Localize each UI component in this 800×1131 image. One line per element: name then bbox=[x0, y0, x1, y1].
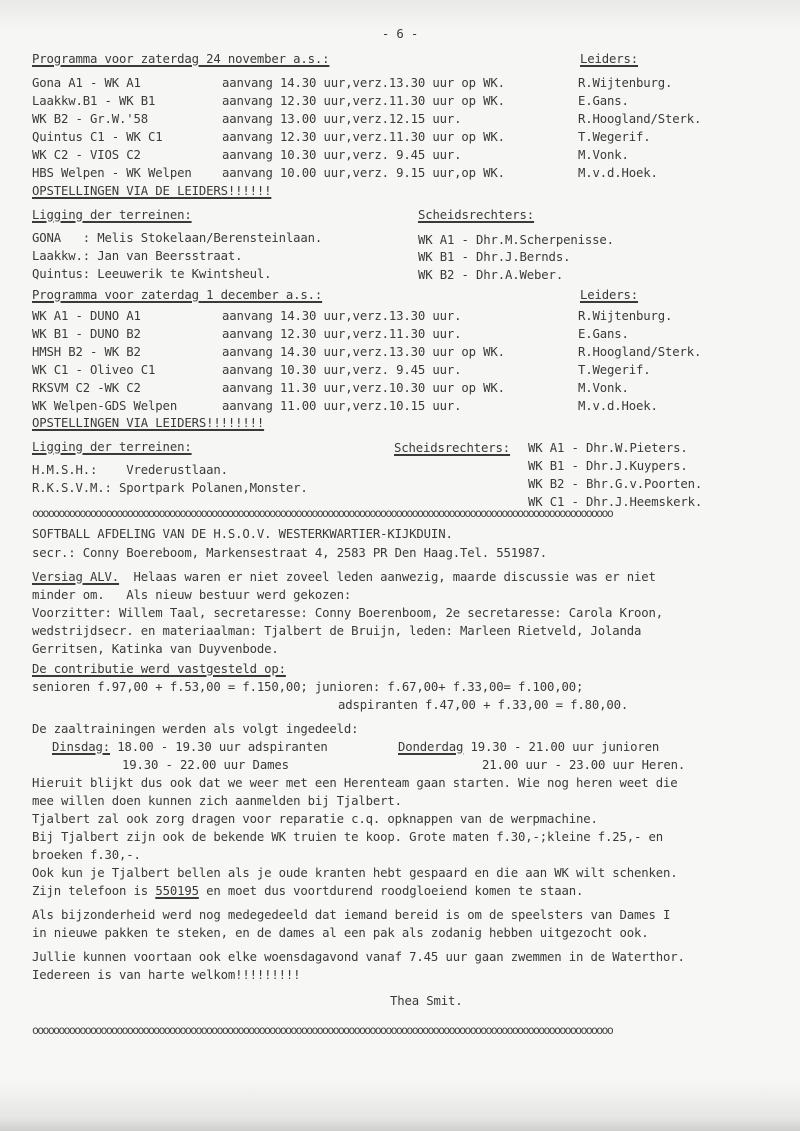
separator-line: oooooooooooooooooooooooooooooooooooooooooooooooooooooooooooooooooooooooooooooooooooooooooooooooooooooooooooooo bbox=[32, 506, 613, 520]
ground-item: Quintus: Leeuwerik te Kwintsheul. bbox=[32, 267, 272, 281]
match-leader: M.Vonk. bbox=[578, 381, 629, 395]
match-time: aanvang 12.30 uur,verz.11.30 uur. bbox=[222, 327, 462, 341]
match-leader: T.Wegerif. bbox=[578, 130, 651, 144]
match-time: aanvang 14.30 uur,verz.13.30 uur op WK. bbox=[222, 76, 505, 90]
match-time: aanvang 13.00 uur,verz.12.15 uur. bbox=[222, 112, 462, 126]
paragraph-line: broeken f.30,-. bbox=[32, 848, 141, 862]
referee-item: WK B1 - Dhr.J.Bernds. bbox=[418, 250, 571, 264]
thursday-slot-1: 19.30 - 21.00 uur junioren bbox=[463, 740, 660, 754]
referee-item: WK B2 - Dhr.A.Weber. bbox=[418, 268, 564, 282]
paragraph-line: mee willen doen kunnen zich aanmelden bij Tjalbert. bbox=[32, 794, 402, 808]
match-teams: Quintus C1 - WK C1 bbox=[32, 130, 163, 144]
match-leader: R.Hoogland/Sterk. bbox=[578, 345, 702, 359]
referee-item: WK A1 - Dhr.W.Pieters. bbox=[528, 441, 688, 455]
match-teams: WK Welpen-GDS Welpen bbox=[32, 399, 178, 413]
tuesday-label: Dinsdag: bbox=[52, 740, 111, 754]
section2-grounds-heading: Ligging der terreinen: bbox=[32, 440, 192, 454]
match-teams: WK A1 - DUNO A1 bbox=[32, 309, 141, 323]
paragraph-line: Jullie kunnen voortaan ook elke woensdagavond vanaf 7.45 uur gaan zwemmen in de Waterthor. bbox=[32, 950, 685, 964]
section1-grounds-heading: Ligging der terreinen: bbox=[32, 208, 192, 222]
match-teams: Gona A1 - WK A1 bbox=[32, 76, 141, 90]
match-leader: T.Wegerif. bbox=[578, 363, 651, 377]
section2-referees-heading: Scheidsrechters: bbox=[394, 441, 511, 455]
match-leader: R.Wijtenburg. bbox=[578, 76, 673, 90]
match-leader: R.Wijtenburg. bbox=[578, 309, 673, 323]
thursday-label: Donderdag bbox=[398, 740, 464, 754]
match-time: aanvang 11.00 uur,verz.10.15 uur. bbox=[222, 399, 462, 413]
alv-line-2: minder om. Als nieuw bestuur werd gekozen: bbox=[32, 588, 352, 602]
match-teams: HBS Welpen - WK Welpen bbox=[32, 166, 192, 180]
alv-line-1 bbox=[32, 570, 656, 584]
section2-lineups-notice: OPSTELLINGEN VIA LEIDERS!!!!!!!! bbox=[32, 416, 265, 430]
match-time: aanvang 11.30 uur,verz.10.30 uur op WK. bbox=[222, 381, 505, 395]
alv-label: Versiag ALV. bbox=[32, 570, 120, 584]
referee-item: WK B1 - Dhr.J.Kuypers. bbox=[528, 459, 688, 473]
referee-item: WK A1 - Dhr.M.Scherpenisse. bbox=[418, 233, 614, 247]
ground-item: Laakkw.: Jan van Beersstraat. bbox=[32, 249, 243, 263]
match-leader: M.Vonk. bbox=[578, 148, 629, 162]
ground-item: GONA : Melis Stokelaan/Berensteinlaan. bbox=[32, 231, 323, 245]
phone-prefix: Zijn telefoon is bbox=[32, 884, 156, 898]
match-time: aanvang 14.30 uur,verz.13.30 uur op WK. bbox=[222, 345, 505, 359]
tuesday-line-1 bbox=[52, 740, 328, 754]
match-teams: WK B1 - DUNO B2 bbox=[32, 327, 141, 341]
paragraph-line: in nieuwe pakken te steken, en de dames al een pak als zodanig hebben uitgezocht ook. bbox=[32, 926, 649, 940]
alv-text: Helaas waren er niet zoveel leden aanwezig, maarde discussie was er niet bbox=[119, 570, 656, 584]
referee-item: WK C1 - Dhr.J.Heemskerk. bbox=[528, 495, 703, 509]
referee-item: WK B2 - Bhr.G.v.Poorten. bbox=[528, 477, 703, 491]
alv-line-3: Voorzitter: Willem Taal, secretaresse: Conny Boerenboom, 2e secretaresse: Carola Kroon, bbox=[32, 606, 664, 620]
contribution-line-2: adspiranten f.47,00 + f.33,00 = f.80,00. bbox=[338, 698, 629, 712]
section1-referees-heading: Scheidsrechters: bbox=[418, 208, 535, 222]
contribution-heading: De contributie werd vastgesteld op: bbox=[32, 662, 286, 676]
thursday-slot-2: 21.00 uur - 23.00 uur Heren. bbox=[482, 758, 686, 772]
page-number: - 6 - bbox=[381, 27, 419, 41]
match-teams: WK B2 - Gr.W.'58 bbox=[32, 112, 149, 126]
match-leader: M.v.d.Hoek. bbox=[578, 166, 658, 180]
phone-suffix: en moet dus voortdurend roodgloeiend komen te staan. bbox=[198, 884, 584, 898]
alv-line-5: Gerritsen, Katinka van Duyvenbode. bbox=[32, 642, 279, 656]
match-teams: RKSVM C2 -WK C2 bbox=[32, 381, 141, 395]
match-time: aanvang 10.00 uur,verz. 9.15 uur,op WK. bbox=[222, 166, 505, 180]
match-leader: E.Gans. bbox=[578, 94, 629, 108]
training-intro: De zaaltrainingen werden als volgt ingedeeld: bbox=[32, 722, 359, 736]
paragraph-line: Iedereen is van harte welkom!!!!!!!!! bbox=[32, 968, 301, 982]
paragraph-line: Ook kun je Tjalbert bellen als je oude kranten hebt gespaard en die aan WK wilt schenken. bbox=[32, 866, 678, 880]
match-leader: M.v.d.Hoek. bbox=[578, 399, 658, 413]
softball-secretary: secr.: Conny Boereboom, Markensestraat 4, 2583 PR Den Haag.Tel. 551987. bbox=[32, 546, 547, 560]
match-teams: Laakkw.B1 - WK B1 bbox=[32, 94, 156, 108]
section1-lineups-notice: OPSTELLINGEN VIA DE LEIDERS!!!!!! bbox=[32, 184, 272, 198]
paragraph-line: Tjalbert zal ook zorg dragen voor reparatie c.q. opknappen van de werpmachine. bbox=[32, 812, 598, 826]
match-time: aanvang 10.30 uur,verz. 9.45 uur. bbox=[222, 148, 462, 162]
match-leader: R.Hoogland/Sterk. bbox=[578, 112, 702, 126]
ground-item: H.M.S.H.: Vrederustlaan. bbox=[32, 463, 228, 477]
match-time: aanvang 14.30 uur,verz.13.30 uur. bbox=[222, 309, 462, 323]
contribution-line-1: senioren f.97,00 + f.53,00 = f.150,00; junioren: f.67,00+ f.33,00= f.100,00; bbox=[32, 680, 584, 694]
tuesday-slot-1: 18.00 - 19.30 uur adspiranten bbox=[110, 740, 328, 754]
phone-number: 550195 bbox=[155, 884, 199, 898]
section2-heading: Programma voor zaterdag 1 december a.s.: bbox=[32, 288, 323, 302]
paragraph-line: Hieruit blijkt dus ook dat we weer met een Herenteam gaan starten. Wie nog heren weet die bbox=[32, 776, 678, 790]
ground-item: R.K.S.V.M.: Sportpark Polanen,Monster. bbox=[32, 481, 308, 495]
tuesday-slot-2: 19.30 - 22.00 uur Dames bbox=[122, 758, 289, 772]
section1-leaders-heading: Leiders: bbox=[580, 52, 639, 66]
match-teams: WK C2 - VIOS C2 bbox=[32, 148, 141, 162]
section1-heading: Programma voor zaterdag 24 november a.s.: bbox=[32, 52, 330, 66]
section2-leaders-heading: Leiders: bbox=[580, 288, 639, 302]
match-time: aanvang 12.30 uur,verz.11.30 uur op WK. bbox=[222, 94, 505, 108]
phone-line bbox=[32, 884, 583, 898]
match-teams: HMSH B2 - WK B2 bbox=[32, 345, 141, 359]
signature: Thea Smit. bbox=[390, 994, 463, 1008]
alv-line-4: wedstrijdsecr. en materiaalman: Tjalbert de Bruijn, leden: Marleen Rietveld, Jolanda bbox=[32, 624, 642, 638]
match-time: aanvang 12.30 uur,verz.11.30 uur op WK. bbox=[222, 130, 505, 144]
match-teams: WK C1 - Oliveo C1 bbox=[32, 363, 156, 377]
softball-title: SOFTBALL AFDELING VAN DE H.S.O.V. WESTERKWARTIER-KIJKDUIN. bbox=[32, 527, 453, 541]
separator-line: oooooooooooooooooooooooooooooooooooooooooooooooooooooooooooooooooooooooooooooooooooooooooooooooooooooooooooooo bbox=[32, 1023, 613, 1037]
match-leader: E.Gans. bbox=[578, 327, 629, 341]
paragraph-line: Bij Tjalbert zijn ook de bekende WK truien te koop. Grote maten f.30,-;kleine f.25,- en bbox=[32, 830, 664, 844]
paragraph-line: Als bijzonderheid werd nog medegedeeld dat iemand bereid is om de speelsters van Dames I bbox=[32, 908, 671, 922]
match-time: aanvang 10.30 uur,verz. 9.45 uur. bbox=[222, 363, 462, 377]
thursday-line-1 bbox=[398, 740, 659, 754]
